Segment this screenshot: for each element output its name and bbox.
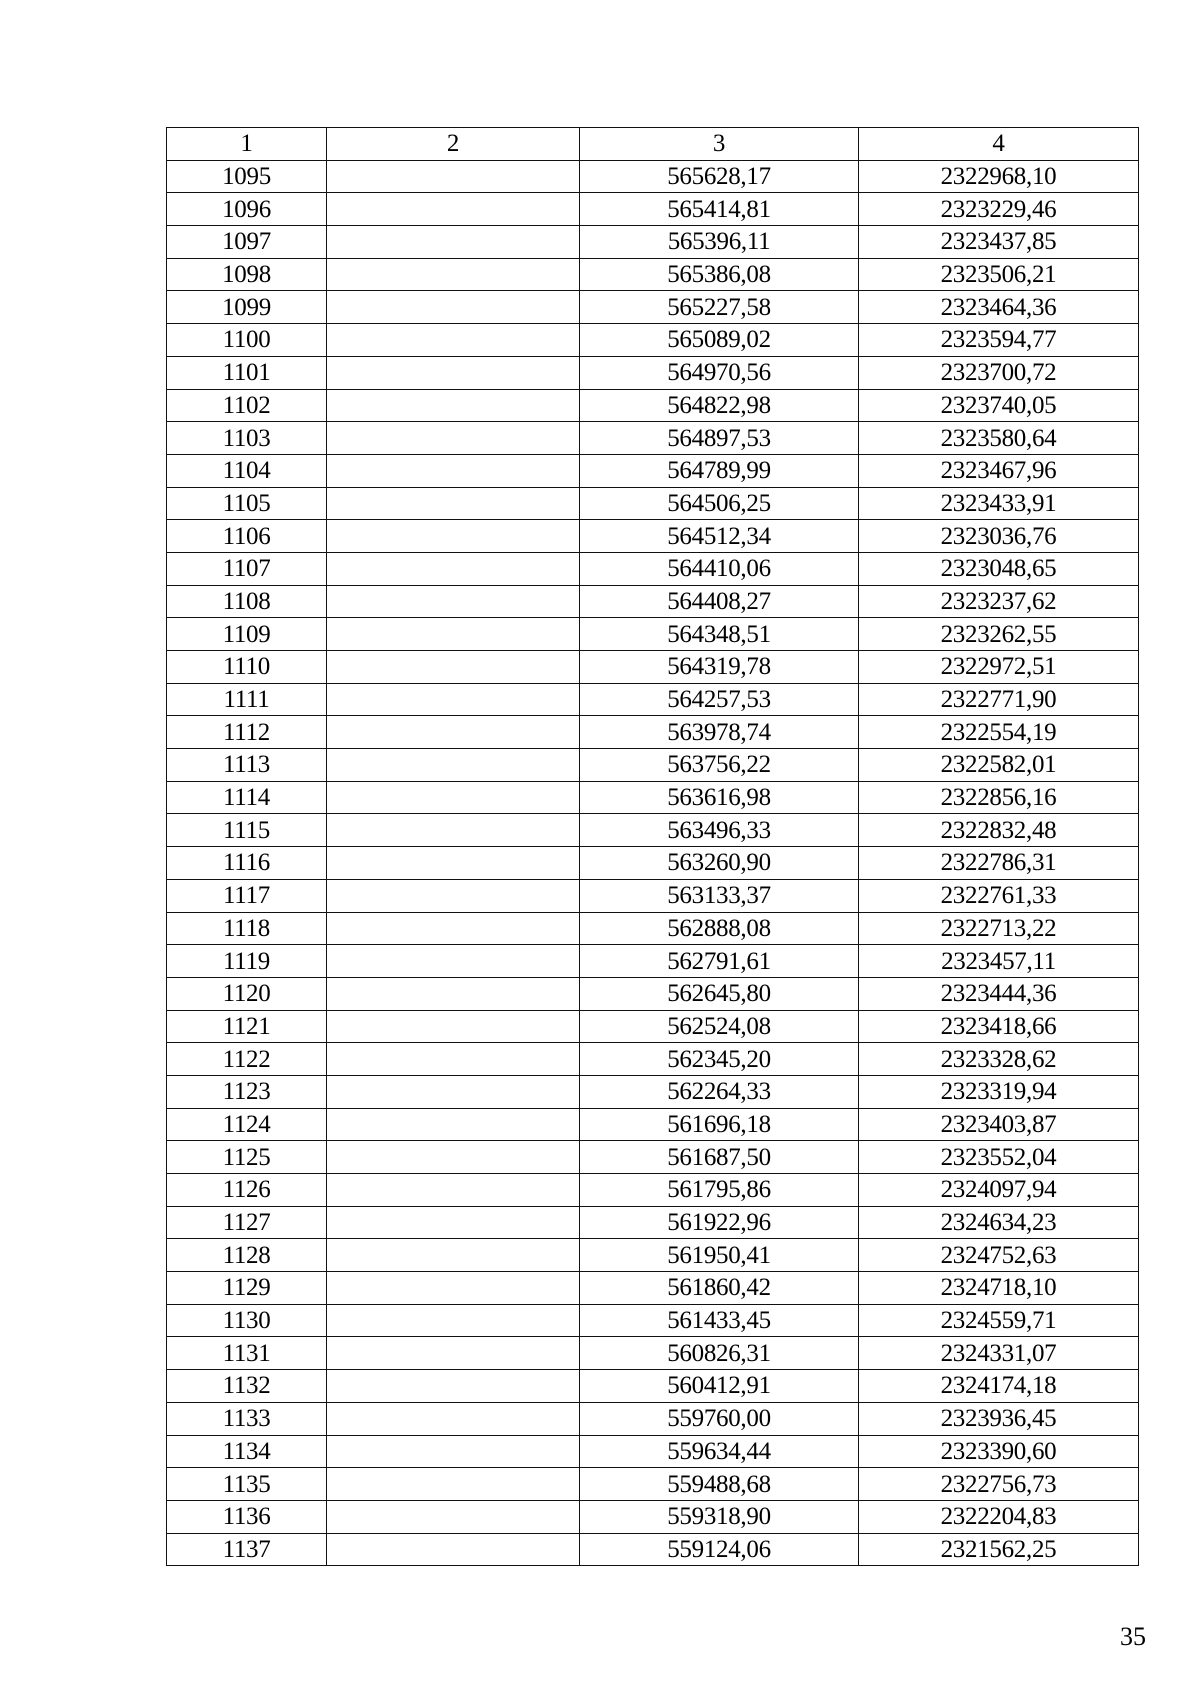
table-row — [167, 651, 1139, 684]
x-coordinate-cell: 562888,08 — [580, 912, 859, 945]
x-coordinate-cell: 562791,61 — [580, 945, 859, 978]
empty-cell — [327, 1370, 580, 1403]
table-row — [167, 1533, 1139, 1566]
table-row — [167, 552, 1139, 585]
point-number-cell: 1108 — [167, 585, 327, 618]
x-coordinate-cell: 561860,42 — [580, 1272, 859, 1305]
table-row — [167, 389, 1139, 422]
empty-cell — [327, 618, 580, 651]
empty-cell — [327, 1075, 580, 1108]
table-row — [167, 520, 1139, 553]
x-coordinate-cell: 562264,33 — [580, 1075, 859, 1108]
point-number-cell: 1103 — [167, 422, 327, 455]
table-row — [167, 1272, 1139, 1305]
y-coordinate-cell: 2322832,48 — [859, 814, 1139, 847]
empty-cell — [327, 1043, 580, 1076]
empty-cell — [327, 749, 580, 782]
y-coordinate-cell: 2322771,90 — [859, 683, 1139, 716]
x-coordinate-cell: 562524,08 — [580, 1010, 859, 1043]
point-number-cell: 1123 — [167, 1075, 327, 1108]
y-coordinate-cell: 2323594,77 — [859, 324, 1139, 357]
table-row — [167, 879, 1139, 912]
y-coordinate-cell: 2323464,36 — [859, 291, 1139, 324]
y-coordinate-cell: 2323328,62 — [859, 1043, 1139, 1076]
table-row — [167, 487, 1139, 520]
empty-cell — [327, 912, 580, 945]
header-cell-1: 1 — [167, 128, 327, 161]
table-row — [167, 1174, 1139, 1207]
y-coordinate-cell: 2323700,72 — [859, 356, 1139, 389]
x-coordinate-cell: 562345,20 — [580, 1043, 859, 1076]
y-coordinate-cell: 2323444,36 — [859, 977, 1139, 1010]
x-coordinate-cell: 561922,96 — [580, 1206, 859, 1239]
y-coordinate-cell: 2321562,25 — [859, 1533, 1139, 1566]
point-number-cell: 1119 — [167, 945, 327, 978]
point-number-cell: 1116 — [167, 847, 327, 880]
y-coordinate-cell: 2322582,01 — [859, 749, 1139, 782]
y-coordinate-cell: 2322968,10 — [859, 160, 1139, 193]
table-row — [167, 258, 1139, 291]
point-number-cell: 1130 — [167, 1304, 327, 1337]
x-coordinate-cell: 565414,81 — [580, 193, 859, 226]
point-number-cell: 1096 — [167, 193, 327, 226]
x-coordinate-cell: 563133,37 — [580, 879, 859, 912]
empty-cell — [327, 1304, 580, 1337]
table-row — [167, 683, 1139, 716]
empty-cell — [327, 879, 580, 912]
table-row — [167, 1402, 1139, 1435]
table-body — [167, 160, 1139, 1566]
x-coordinate-cell: 559488,68 — [580, 1468, 859, 1501]
y-coordinate-cell: 2322554,19 — [859, 716, 1139, 749]
empty-cell — [327, 356, 580, 389]
table-row — [167, 814, 1139, 847]
y-coordinate-cell: 2324752,63 — [859, 1239, 1139, 1272]
y-coordinate-cell: 2324718,10 — [859, 1272, 1139, 1305]
point-number-cell: 1136 — [167, 1500, 327, 1533]
y-coordinate-cell: 2323262,55 — [859, 618, 1139, 651]
point-number-cell: 1101 — [167, 356, 327, 389]
table-row — [167, 977, 1139, 1010]
empty-cell — [327, 552, 580, 585]
point-number-cell: 1127 — [167, 1206, 327, 1239]
table-row — [167, 945, 1139, 978]
x-coordinate-cell: 559634,44 — [580, 1435, 859, 1468]
point-number-cell: 1124 — [167, 1108, 327, 1141]
y-coordinate-cell: 2324559,71 — [859, 1304, 1139, 1337]
empty-cell — [327, 1468, 580, 1501]
point-number-cell: 1133 — [167, 1402, 327, 1435]
point-number-cell: 1126 — [167, 1174, 327, 1207]
table-row — [167, 912, 1139, 945]
point-number-cell: 1100 — [167, 324, 327, 357]
x-coordinate-cell: 561950,41 — [580, 1239, 859, 1272]
y-coordinate-cell: 2324174,18 — [859, 1370, 1139, 1403]
empty-cell — [327, 160, 580, 193]
y-coordinate-cell: 2323048,65 — [859, 552, 1139, 585]
coordinates-table — [166, 127, 1139, 1566]
point-number-cell: 1128 — [167, 1239, 327, 1272]
y-coordinate-cell: 2323580,64 — [859, 422, 1139, 455]
point-number-cell: 1110 — [167, 651, 327, 684]
empty-cell — [327, 487, 580, 520]
header-cell-2: 2 — [327, 128, 580, 161]
empty-cell — [327, 1108, 580, 1141]
point-number-cell: 1122 — [167, 1043, 327, 1076]
point-number-cell: 1115 — [167, 814, 327, 847]
x-coordinate-cell: 562645,80 — [580, 977, 859, 1010]
table-row — [167, 1108, 1139, 1141]
x-coordinate-cell: 559318,90 — [580, 1500, 859, 1533]
empty-cell — [327, 291, 580, 324]
y-coordinate-cell: 2322204,83 — [859, 1500, 1139, 1533]
table-row — [167, 454, 1139, 487]
x-coordinate-cell: 561696,18 — [580, 1108, 859, 1141]
point-number-cell: 1113 — [167, 749, 327, 782]
point-number-cell: 1117 — [167, 879, 327, 912]
x-coordinate-cell: 564789,99 — [580, 454, 859, 487]
empty-cell — [327, 1239, 580, 1272]
x-coordinate-cell: 563496,33 — [580, 814, 859, 847]
point-number-cell: 1098 — [167, 258, 327, 291]
table-row — [167, 193, 1139, 226]
empty-cell — [327, 520, 580, 553]
header-cell-4: 4 — [859, 128, 1139, 161]
empty-cell — [327, 422, 580, 455]
point-number-cell: 1118 — [167, 912, 327, 945]
point-number-cell: 1104 — [167, 454, 327, 487]
empty-cell — [327, 1337, 580, 1370]
x-coordinate-cell: 564512,34 — [580, 520, 859, 553]
empty-cell — [327, 389, 580, 422]
point-number-cell: 1132 — [167, 1370, 327, 1403]
table-row — [167, 749, 1139, 782]
table-row — [167, 1435, 1139, 1468]
y-coordinate-cell: 2323403,87 — [859, 1108, 1139, 1141]
x-coordinate-cell: 561433,45 — [580, 1304, 859, 1337]
header-row — [167, 128, 1139, 161]
table-row — [167, 585, 1139, 618]
point-number-cell: 1102 — [167, 389, 327, 422]
point-number-cell: 1111 — [167, 683, 327, 716]
table-row — [167, 1010, 1139, 1043]
x-coordinate-cell: 561795,86 — [580, 1174, 859, 1207]
x-coordinate-cell: 565089,02 — [580, 324, 859, 357]
point-number-cell: 1109 — [167, 618, 327, 651]
empty-cell — [327, 258, 580, 291]
point-number-cell: 1095 — [167, 160, 327, 193]
empty-cell — [327, 1500, 580, 1533]
empty-cell — [327, 781, 580, 814]
empty-cell — [327, 683, 580, 716]
x-coordinate-cell: 563756,22 — [580, 749, 859, 782]
table-row — [167, 716, 1139, 749]
table-row — [167, 160, 1139, 193]
y-coordinate-cell: 2323036,76 — [859, 520, 1139, 553]
y-coordinate-cell: 2323433,91 — [859, 487, 1139, 520]
empty-cell — [327, 226, 580, 259]
x-coordinate-cell: 563978,74 — [580, 716, 859, 749]
point-number-cell: 1131 — [167, 1337, 327, 1370]
point-number-cell: 1114 — [167, 781, 327, 814]
empty-cell — [327, 1010, 580, 1043]
point-number-cell: 1134 — [167, 1435, 327, 1468]
point-number-cell: 1120 — [167, 977, 327, 1010]
y-coordinate-cell: 2323936,45 — [859, 1402, 1139, 1435]
point-number-cell: 1107 — [167, 552, 327, 585]
y-coordinate-cell: 2323437,85 — [859, 226, 1139, 259]
point-number-cell: 1112 — [167, 716, 327, 749]
page-number: 35 — [1120, 1622, 1146, 1651]
header-cell-3: 3 — [580, 128, 859, 161]
empty-cell — [327, 651, 580, 684]
table-row — [167, 356, 1139, 389]
x-coordinate-cell: 564897,53 — [580, 422, 859, 455]
empty-cell — [327, 585, 580, 618]
x-coordinate-cell: 563616,98 — [580, 781, 859, 814]
empty-cell — [327, 814, 580, 847]
x-coordinate-cell: 564822,98 — [580, 389, 859, 422]
y-coordinate-cell: 2323418,66 — [859, 1010, 1139, 1043]
empty-cell — [327, 945, 580, 978]
x-coordinate-cell: 565396,11 — [580, 226, 859, 259]
table-row — [167, 324, 1139, 357]
empty-cell — [327, 977, 580, 1010]
table-row — [167, 1043, 1139, 1076]
empty-cell — [327, 1206, 580, 1239]
x-coordinate-cell: 565628,17 — [580, 160, 859, 193]
x-coordinate-cell: 559124,06 — [580, 1533, 859, 1566]
table-header — [167, 128, 1139, 161]
point-number-cell: 1121 — [167, 1010, 327, 1043]
x-coordinate-cell: 564257,53 — [580, 683, 859, 716]
y-coordinate-cell: 2323229,46 — [859, 193, 1139, 226]
table-row — [167, 1337, 1139, 1370]
y-coordinate-cell: 2323457,11 — [859, 945, 1139, 978]
table-row — [167, 1304, 1139, 1337]
point-number-cell: 1099 — [167, 291, 327, 324]
table-row — [167, 1468, 1139, 1501]
x-coordinate-cell: 563260,90 — [580, 847, 859, 880]
table-row — [167, 1500, 1139, 1533]
x-coordinate-cell: 565227,58 — [580, 291, 859, 324]
y-coordinate-cell: 2324097,94 — [859, 1174, 1139, 1207]
y-coordinate-cell: 2324634,23 — [859, 1206, 1139, 1239]
y-coordinate-cell: 2323390,60 — [859, 1435, 1139, 1468]
x-coordinate-cell: 564506,25 — [580, 487, 859, 520]
table-row — [167, 1141, 1139, 1174]
empty-cell — [327, 1435, 580, 1468]
table-row — [167, 291, 1139, 324]
x-coordinate-cell: 565386,08 — [580, 258, 859, 291]
point-number-cell: 1106 — [167, 520, 327, 553]
x-coordinate-cell: 561687,50 — [580, 1141, 859, 1174]
y-coordinate-cell: 2322713,22 — [859, 912, 1139, 945]
y-coordinate-cell: 2324331,07 — [859, 1337, 1139, 1370]
y-coordinate-cell: 2322786,31 — [859, 847, 1139, 880]
empty-cell — [327, 1141, 580, 1174]
point-number-cell: 1137 — [167, 1533, 327, 1566]
y-coordinate-cell: 2322856,16 — [859, 781, 1139, 814]
x-coordinate-cell: 559760,00 — [580, 1402, 859, 1435]
table-row — [167, 1370, 1139, 1403]
x-coordinate-cell: 564319,78 — [580, 651, 859, 684]
empty-cell — [327, 1272, 580, 1305]
table-row — [167, 1239, 1139, 1272]
y-coordinate-cell: 2323467,96 — [859, 454, 1139, 487]
x-coordinate-cell: 560826,31 — [580, 1337, 859, 1370]
table-row — [167, 422, 1139, 455]
empty-cell — [327, 324, 580, 357]
y-coordinate-cell: 2323237,62 — [859, 585, 1139, 618]
y-coordinate-cell: 2323740,05 — [859, 389, 1139, 422]
table-row — [167, 847, 1139, 880]
x-coordinate-cell: 564348,51 — [580, 618, 859, 651]
point-number-cell: 1105 — [167, 487, 327, 520]
empty-cell — [327, 847, 580, 880]
point-number-cell: 1129 — [167, 1272, 327, 1305]
y-coordinate-cell: 2323319,94 — [859, 1075, 1139, 1108]
empty-cell — [327, 1402, 580, 1435]
table-row — [167, 781, 1139, 814]
y-coordinate-cell: 2322972,51 — [859, 651, 1139, 684]
table-row — [167, 618, 1139, 651]
x-coordinate-cell: 564970,56 — [580, 356, 859, 389]
empty-cell — [327, 193, 580, 226]
x-coordinate-cell: 564408,27 — [580, 585, 859, 618]
empty-cell — [327, 716, 580, 749]
y-coordinate-cell: 2322756,73 — [859, 1468, 1139, 1501]
y-coordinate-cell: 2322761,33 — [859, 879, 1139, 912]
point-number-cell: 1097 — [167, 226, 327, 259]
y-coordinate-cell: 2323506,21 — [859, 258, 1139, 291]
point-number-cell: 1135 — [167, 1468, 327, 1501]
y-coordinate-cell: 2323552,04 — [859, 1141, 1139, 1174]
table-row — [167, 1206, 1139, 1239]
table-row — [167, 1075, 1139, 1108]
table-row — [167, 226, 1139, 259]
empty-cell — [327, 1533, 580, 1566]
point-number-cell: 1125 — [167, 1141, 327, 1174]
x-coordinate-cell: 564410,06 — [580, 552, 859, 585]
empty-cell — [327, 1174, 580, 1207]
empty-cell — [327, 454, 580, 487]
x-coordinate-cell: 560412,91 — [580, 1370, 859, 1403]
